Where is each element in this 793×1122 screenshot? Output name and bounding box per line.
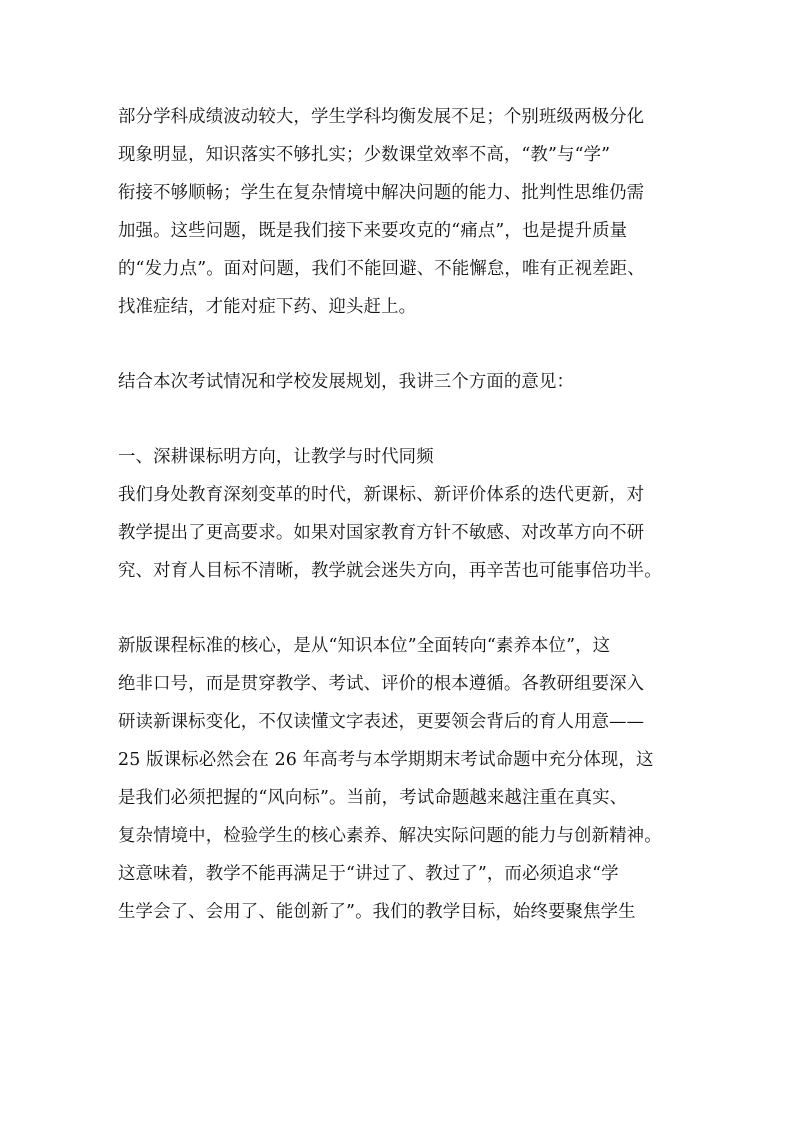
paragraph-problems <box>118 98 678 326</box>
text-line: 是我们必须把握的“风向标”。当前，考试命题越来越注重在真实、 <box>118 788 628 808</box>
text-line: 教学提出了更高要求。如果对国家教育方针不敏感、对改革方向不研 <box>118 523 645 543</box>
text-line: 现象明显，知识落实不够扎实；少数课堂效率不高，“教”与“学” <box>118 145 611 165</box>
text-line: 研读新课标变化，不仅读懂文字表述，更要领会背后的育人用意—— <box>118 712 645 732</box>
text-line: 复杂情境中，检验学生的核心素养、解决实际问题的能力与创新精神。 <box>118 826 662 846</box>
text-line: 的“发力点”。面对问题，我们不能回避、不能懈怠，唯有正视差距、 <box>118 259 645 279</box>
text-line: 衔接不够顺畅；学生在复杂情境中解决问题的能力、批判性思维仍需 <box>118 183 645 203</box>
text-line: 部分学科成绩波动较大，学生学科均衡发展不足；个别班级两极分化 <box>118 107 645 127</box>
paragraph-gap <box>118 326 678 363</box>
text-line: 这意味着，教学不能再满足于“讲过了、教过了”，而必须追求“学 <box>118 864 619 884</box>
paragraph-section-one <box>118 438 678 590</box>
text-line: 新版课程标准的核心，是从“知识本位”全面转向“素养本位”，这 <box>118 636 611 656</box>
text-line: 生学会了、会用了、能创新了”。我们的教学目标，始终要聚焦学生 <box>118 902 636 922</box>
paragraph-curriculum <box>118 627 678 931</box>
text-line: 加强。这些问题，既是我们接下来要攻克的“痛点”，也是提升质量 <box>118 221 628 241</box>
text-line: 究、对育人目标不清晰，教学就会迷失方向，再辛苦也可能事倍功半。 <box>118 561 662 581</box>
section-heading: 一、深耕课标明方向，让教学与时代同频 <box>118 447 434 467</box>
text-line: 25 版课标必然会在 26 年高考与本学期期末考试命题中充分体现，这 <box>118 750 654 770</box>
document-page <box>118 98 678 931</box>
paragraph-gap <box>118 401 678 438</box>
text-line: 找准症结，才能对症下药、迎头赶上。 <box>118 297 417 317</box>
paragraph-gap <box>118 590 678 627</box>
text-line: 结合本次考试情况和学校发展规划，我讲三个方面的意见： <box>118 372 575 392</box>
paragraph-intro <box>118 363 678 401</box>
text-line: 绝非口号，而是贯穿教学、考试、评价的根本遵循。各教研组要深入 <box>118 674 645 694</box>
text-line: 我们身处教育深刻变革的时代，新课标、新评价体系的迭代更新，对 <box>118 485 645 505</box>
